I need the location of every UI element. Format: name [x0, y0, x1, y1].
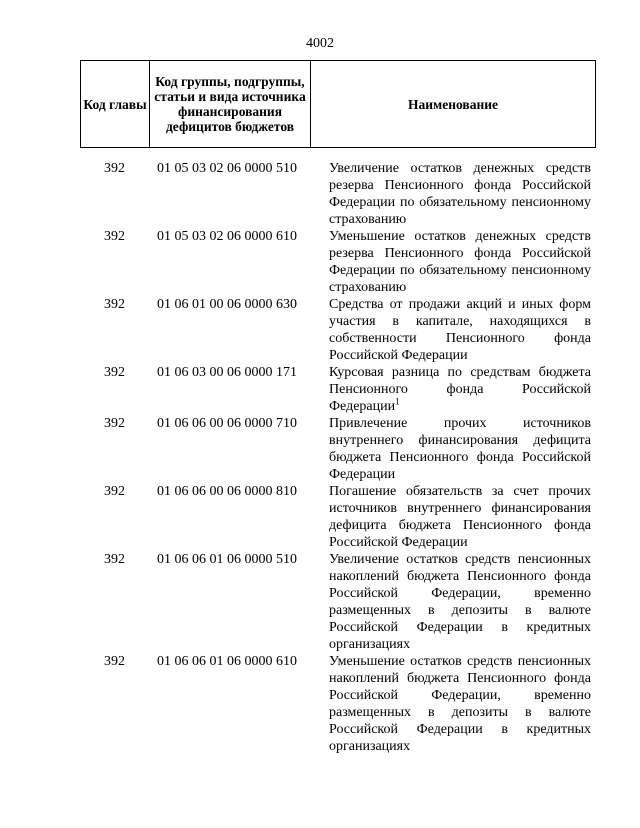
- chapter-code: 392: [104, 297, 125, 312]
- row-name-text: Курсовая разница по средствам бюджета Пенсионного фонда Российской Федерации: [329, 365, 591, 414]
- row-name: Уменьшение остатков средств пенсионных накоплений бюджета Пенсионного фонда Российской Федерации, временно размещенных в депозиты в валюте Российской Федерации в кредитных организациях: [329, 654, 591, 754]
- row-name: Привлечение прочих источников внутреннего финансирования дефицита бюджета Пенсионного фонда Российской Федерации: [329, 416, 591, 482]
- source-code: 01 06 06 00 06 0000 710: [157, 416, 297, 431]
- table-row: [0, 296, 640, 364]
- table-row: [0, 653, 640, 755]
- chapter-code: 392: [104, 365, 125, 380]
- chapter-code: 392: [104, 229, 125, 244]
- table-row: [0, 483, 640, 551]
- row-name: Увеличение остатков денежных средств резерва Пенсионного фонда Российской Федерации по обязательному пенсионному страхованию: [329, 161, 591, 227]
- chapter-code: 392: [104, 654, 125, 669]
- source-code: 01 06 06 00 06 0000 810: [157, 484, 297, 499]
- chapter-code: 392: [104, 484, 125, 499]
- header-source-code: Код группы, подгруппы, статьи и вида источника финансирования дефицитов бюджетов: [150, 61, 311, 147]
- header-name: Наименование: [408, 96, 498, 112]
- source-code: 01 05 03 02 06 0000 510: [157, 161, 297, 176]
- table-row: [0, 228, 640, 296]
- chapter-code: 392: [104, 552, 125, 567]
- chapter-code: 392: [104, 161, 125, 176]
- row-name: Уменьшение остатков денежных средств резерва Пенсионного фонда Российской Федерации по обязательному пенсионному страхованию: [329, 229, 591, 295]
- table-row: [0, 160, 640, 228]
- footnote-mark: 1: [395, 396, 400, 407]
- table-row: [0, 364, 640, 415]
- header-chapter-code: Код главы: [81, 61, 150, 147]
- table-body: [0, 160, 640, 755]
- chapter-code: 392: [104, 416, 125, 431]
- table-row: [0, 415, 640, 483]
- source-code: 01 05 03 02 06 0000 610: [157, 229, 297, 244]
- row-name: [329, 364, 591, 415]
- row-name: Средства от продажи акций и иных форм участия в капитале, находящихся в собственности Пенсионного фонда Российской Федерации: [329, 297, 591, 363]
- source-code: 01 06 01 00 06 0000 630: [157, 297, 297, 312]
- source-code: 01 06 06 01 06 0000 610: [157, 654, 297, 669]
- source-code: 01 06 03 00 06 0000 171: [157, 365, 297, 380]
- table-row: [0, 551, 640, 653]
- source-code: 01 06 06 01 06 0000 510: [157, 552, 297, 567]
- row-name: Погашение обязательств за счет прочих источников внутреннего финансирования дефицита бюджета Пенсионного фонда Российской Федерации: [329, 484, 591, 550]
- row-name: Увеличение остатков средств пенсионных накоплений бюджета Пенсионного фонда Российской Федерации, временно размещенных в депозиты в валюте Российской Федерации в кредитных организациях: [329, 552, 591, 652]
- table-header: [80, 60, 596, 148]
- page-number: 4002: [306, 36, 334, 51]
